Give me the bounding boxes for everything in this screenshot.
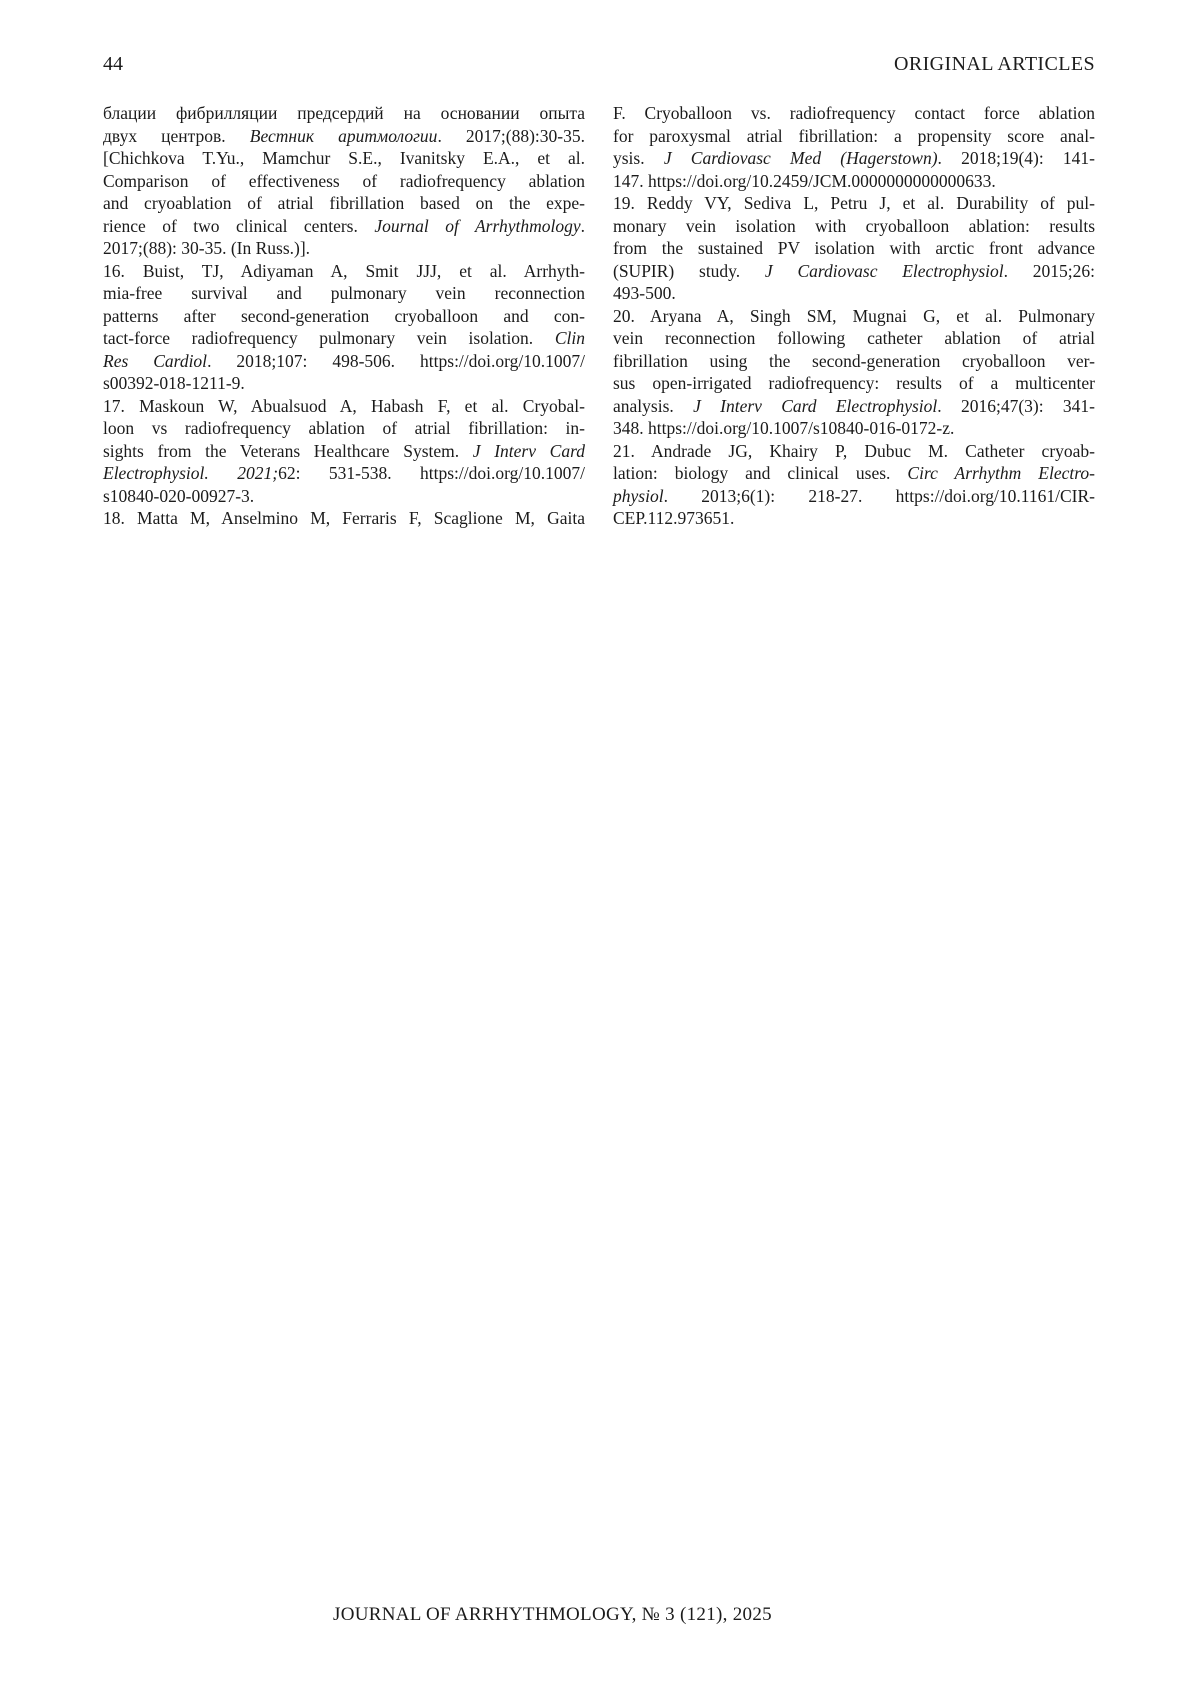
reference-line (103, 147, 585, 170)
reference-text: 2017;(88): 30-35. (In Russ.)]. (103, 238, 311, 258)
reference-journal-name: J Cardiovasc Med (Hagerstown) (663, 148, 938, 168)
journal-footer-text: JOURNAL OF ARRHYTHMOLOGY, № 3 (121), 2025 (333, 1604, 772, 1625)
reference-text: loon vs radiofrequency ablation of atrial fibrillation: in- (103, 418, 585, 438)
reference-line (613, 327, 1095, 350)
reference-journal-name: J Interv Card (472, 440, 585, 461)
reference-line (103, 395, 585, 418)
running-title: ORIGINAL ARTICLES (894, 53, 1095, 75)
reference-journal-name: Electrophysiol. 2021; (103, 463, 279, 483)
reference-text: 17. Maskoun W, Abualsuod A, Habash F, et al. Cryobal- (103, 395, 585, 416)
reference-line (613, 147, 1095, 170)
reference-text: tact-force radiofrequency pulmonary vein isolation. (103, 328, 555, 348)
reference-line (613, 102, 1095, 125)
reference-text: and cryoablation of atrial fibrillation based on the expe- (103, 193, 585, 213)
reference-journal-name: Circ Arrhythm Electro- (907, 463, 1095, 483)
reference-text: 348. https://doi.org/10.1007/s10840-016-0172-z. (613, 418, 955, 438)
reference-line (103, 372, 585, 395)
reference-text: . 2017;(88):30-35. (437, 125, 585, 146)
reference-line (103, 215, 585, 238)
reference-text: двух центров. (103, 125, 250, 146)
reference-line (613, 395, 1095, 418)
reference-text: patterns after second-generation cryoballoon and con- (103, 305, 585, 326)
reference-text: . 2015;26: (1003, 260, 1095, 281)
page-header (103, 53, 1095, 76)
reference-text: (SUPIR) study. (613, 260, 765, 281)
reference-line (613, 350, 1095, 373)
reference-line (613, 260, 1095, 283)
references-column-left (103, 102, 585, 530)
reference-text: s00392-018-1211-9. (103, 373, 245, 393)
reference-line (613, 305, 1095, 328)
reference-line (613, 125, 1095, 148)
page-number: 44 (103, 53, 123, 75)
reference-line (103, 350, 585, 373)
reference-text: sights from the Veterans Healthcare System. (103, 440, 473, 461)
reference-text: monary vein isolation with cryoballoon ablation: results (613, 215, 1095, 236)
reference-line (103, 440, 585, 463)
reference-journal-name: physiol (613, 485, 664, 506)
reference-line (103, 327, 585, 350)
reference-line (103, 507, 585, 530)
reference-text: mia-free survival and pulmonary vein reconnection (103, 283, 585, 303)
reference-line (103, 237, 585, 260)
reference-line (103, 305, 585, 328)
reference-text: 147. https://doi.org/10.2459/JCM.0000000000000633. (613, 170, 996, 191)
reference-text: analysis. (613, 395, 694, 416)
reference-text: . 2013;6(1): 218-27. https://doi.org/10.1161/CIR- (663, 485, 1095, 506)
reference-line (103, 125, 585, 148)
reference-text: sus open-irrigated radiofrequency: results of a multicenter (613, 373, 1095, 393)
reference-line (613, 282, 1095, 305)
reference-text: 18. Matta M, Anselmino M, Ferraris F, Scaglione M, Gaita (103, 508, 585, 528)
reference-text: s10840-020-00927-3. (103, 485, 255, 506)
reference-line (613, 440, 1095, 463)
reference-text: ysis. (613, 148, 664, 168)
page-footer (100, 1604, 1005, 1626)
reference-text: 21. Andrade JG, Khairy P, Dubuc M. Catheter cryoab- (613, 440, 1095, 461)
reference-text: rience of two clinical centers. (103, 215, 375, 236)
reference-line (613, 417, 1095, 440)
reference-line (613, 462, 1095, 485)
reference-journal-name: Clin (554, 328, 585, 348)
reference-line (613, 237, 1095, 260)
reference-text: 16. Buist, TJ, Adiyaman A, Smit JJJ, et al. Arrhyth- (103, 260, 585, 281)
reference-line (103, 192, 585, 215)
reference-text: . (580, 215, 585, 236)
reference-text: . 2018;19(4): 141- (937, 148, 1096, 168)
reference-journal-name: Вестник аритмологии (249, 125, 438, 146)
reference-line (103, 485, 585, 508)
reference-line (103, 260, 585, 283)
reference-line (103, 282, 585, 305)
reference-text: for paroxysmal atrial fibrillation: a propensity score anal- (613, 125, 1095, 146)
reference-text: 19. Reddy VY, Sediva L, Petru J, et al. Durability of pul- (613, 193, 1095, 213)
reference-line (613, 192, 1095, 215)
reference-text: fibrillation using the second-generation cryoballoon ver- (613, 350, 1095, 371)
reference-line (103, 462, 585, 485)
reference-line (613, 485, 1095, 508)
reference-line (613, 507, 1095, 530)
reference-text: [Chichkova T.Yu., Mamchur S.E., Ivanitsky E.A., et al. (103, 148, 585, 168)
reference-text: CEP.112.973651. (613, 508, 735, 528)
reference-journal-name: J Cardiovasc Electrophysiol (764, 260, 1004, 281)
reference-line (103, 102, 585, 125)
reference-line (103, 170, 585, 193)
reference-text: 62: 531-538. https://doi.org/10.1007/ (278, 463, 585, 483)
reference-text: vein reconnection following catheter ablation of atrial (613, 328, 1095, 348)
references-section (103, 102, 1095, 530)
reference-text: F. Cryoballoon vs. radiofrequency contact force ablation (613, 103, 1095, 123)
reference-text: . 2018;107: 498-506. https://doi.org/10.1007/ (207, 350, 586, 371)
reference-line (613, 215, 1095, 238)
reference-line (103, 417, 585, 440)
reference-text: . 2016;47(3): 341- (937, 395, 1095, 416)
reference-text: блации фибрилляции предсердий на основании опыта (103, 103, 585, 123)
reference-journal-name: J Interv Card Electrophysiol (693, 395, 938, 416)
reference-line (613, 372, 1095, 395)
reference-text: lation: biology and clinical uses. (613, 463, 908, 483)
reference-text: from the sustained PV isolation with arctic front advance (613, 238, 1095, 258)
reference-text: Comparison of effectiveness of radiofrequency ablation (103, 170, 585, 191)
reference-line (613, 170, 1095, 193)
reference-text: 20. Aryana A, Singh SM, Mugnai G, et al. Pulmonary (613, 305, 1095, 326)
references-column-right (613, 102, 1095, 530)
reference-journal-name: Journal of Arrhythmology (374, 215, 581, 236)
reference-text: 493-500. (613, 283, 676, 303)
reference-journal-name: Res Cardiol (103, 350, 208, 371)
